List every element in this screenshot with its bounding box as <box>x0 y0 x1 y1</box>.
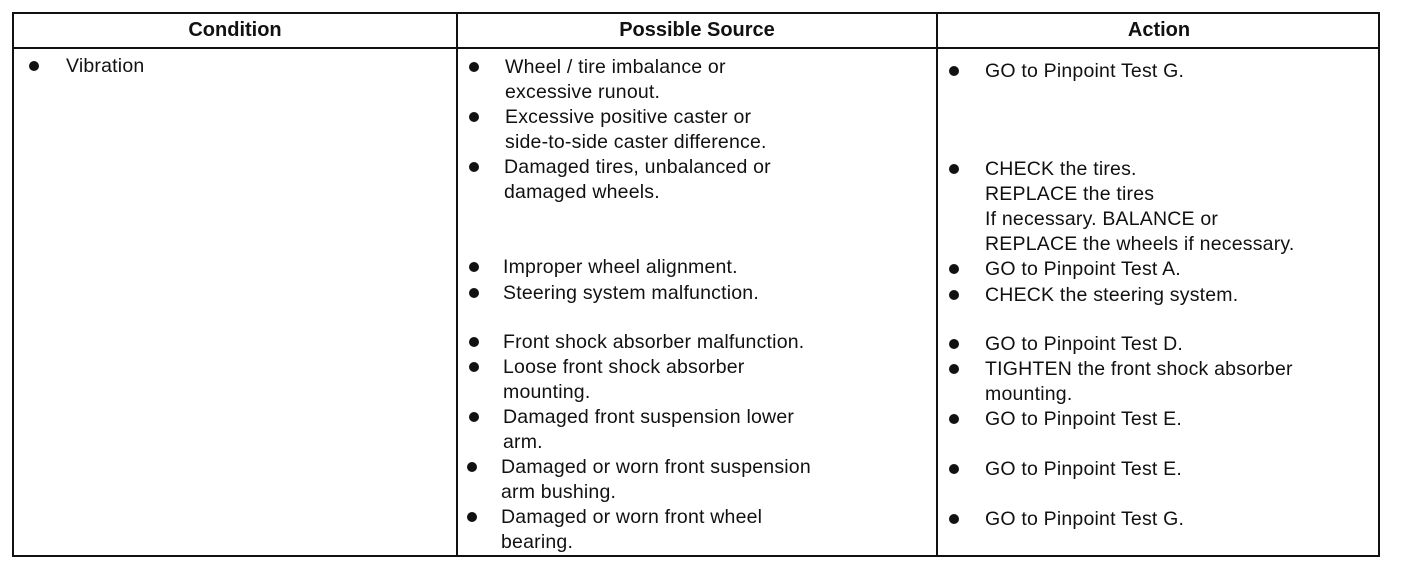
source-item-text: Loose front shock absorber <box>503 356 745 378</box>
condition-bullet <box>29 61 39 71</box>
column-divider-1 <box>456 14 458 555</box>
source-item-text: Wheel / tire imbalance or <box>505 56 726 78</box>
source-item-bullet <box>469 62 479 72</box>
action-item-text: CHECK the steering system. <box>985 284 1239 306</box>
source-item-text: arm bushing. <box>501 481 617 503</box>
action-item-text: CHECK the tires. <box>985 158 1137 180</box>
source-item-text: excessive runout. <box>505 81 661 103</box>
action-item-text: REPLACE the wheels if necessary. <box>985 233 1295 255</box>
action-item-bullet <box>949 414 959 424</box>
source-item-bullet <box>467 462 477 472</box>
column-divider-2 <box>936 14 938 555</box>
action-item-text: GO to Pinpoint Test G. <box>985 508 1185 530</box>
source-item-bullet <box>469 288 479 298</box>
source-item-text: Front shock absorber malfunction. <box>503 331 805 353</box>
header-possible-source: Possible Source <box>619 19 775 41</box>
action-item-bullet <box>949 339 959 349</box>
source-item-text: Damaged or worn front suspension <box>501 456 811 478</box>
action-item-bullet <box>949 264 959 274</box>
action-item-bullet <box>949 66 959 76</box>
action-item-text: mounting. <box>985 383 1073 405</box>
action-item-text: GO to Pinpoint Test E. <box>985 408 1182 430</box>
action-item-bullet <box>949 514 959 524</box>
action-item-bullet <box>949 364 959 374</box>
source-item-text: Damaged front suspension lower <box>503 406 795 428</box>
source-item-text: bearing. <box>501 531 574 553</box>
source-item-bullet <box>469 112 479 122</box>
source-item-text: side-to-side caster difference. <box>505 131 767 153</box>
header-action: Action <box>1127 19 1191 41</box>
source-item-bullet <box>467 512 477 522</box>
action-item-text: GO to Pinpoint Test G. <box>985 60 1185 82</box>
source-item-text: mounting. <box>503 381 591 403</box>
source-item-bullet <box>469 262 479 272</box>
source-item-text: arm. <box>503 431 543 453</box>
action-item-bullet <box>949 464 959 474</box>
action-item-text: If necessary. BALANCE or <box>985 208 1219 230</box>
source-item-bullet <box>469 162 479 172</box>
action-item-bullet <box>949 164 959 174</box>
source-item-text: Damaged or worn front wheel <box>501 506 763 528</box>
source-item-text: Steering system malfunction. <box>503 282 759 304</box>
source-item-text: damaged wheels. <box>504 181 660 203</box>
source-item-text: Improper wheel alignment. <box>503 256 738 278</box>
action-item-text: GO to Pinpoint Test E. <box>985 458 1182 480</box>
header-condition: Condition <box>188 19 282 41</box>
action-item-text: GO to Pinpoint Test D. <box>985 333 1184 355</box>
action-item-bullet <box>949 290 959 300</box>
source-item-bullet <box>469 412 479 422</box>
source-item-bullet <box>469 337 479 347</box>
source-item-bullet <box>469 362 479 372</box>
action-item-text: REPLACE the tires <box>985 183 1155 205</box>
action-item-text: GO to Pinpoint Test A. <box>985 258 1181 280</box>
condition-text: Vibration <box>66 55 145 77</box>
source-item-text: Damaged tires, unbalanced or <box>504 156 771 178</box>
header-divider <box>14 47 1378 49</box>
action-item-text: TIGHTEN the front shock absorber <box>985 358 1293 380</box>
source-item-text: Excessive positive caster or <box>505 106 752 128</box>
